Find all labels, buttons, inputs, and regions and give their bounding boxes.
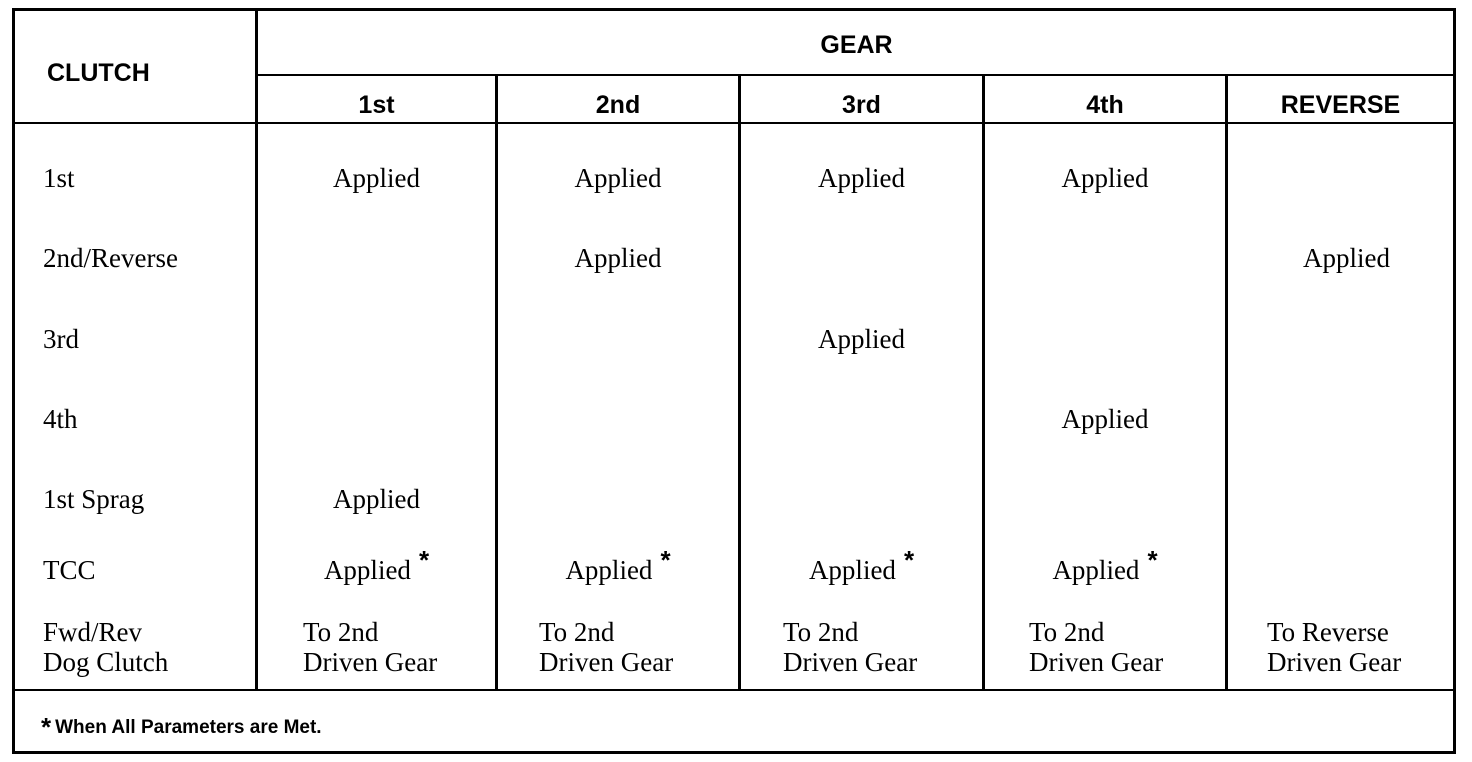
cell-1st-gear2: Applied bbox=[574, 163, 662, 193]
footnote-text: When All Parameters are Met. bbox=[55, 717, 322, 738]
row-label-tcc: TCC bbox=[43, 555, 96, 585]
row-label-1st-sprag: 1st Sprag bbox=[43, 484, 145, 514]
gear-column-3rd: 3rd bbox=[842, 91, 881, 119]
gear-column-4th: 4th bbox=[1086, 91, 1124, 119]
gear-column-2nd: 2nd bbox=[595, 91, 641, 119]
gear-header: GEAR bbox=[820, 31, 893, 59]
cell-2nd-reverse-gear2: Applied bbox=[574, 243, 662, 273]
cell-1st-gear4: Applied bbox=[1061, 163, 1149, 193]
dog-clutch-reverse-line2: Driven Gear bbox=[1267, 647, 1402, 677]
gear-col-divider-4 bbox=[1225, 74, 1228, 690]
header-bottom-divider bbox=[15, 122, 1453, 124]
clutch-header: CLUTCH bbox=[47, 59, 150, 87]
cell-tcc-gear2 bbox=[498, 545, 738, 586]
dog-clutch-gear2 bbox=[539, 617, 673, 677]
dog-clutch-gear3-line2: Driven Gear bbox=[783, 647, 918, 677]
dog-clutch-gear3 bbox=[783, 617, 917, 677]
row-label-dog-clutch bbox=[43, 617, 168, 677]
cell-1st-gear3: Applied bbox=[818, 163, 905, 193]
dog-clutch-gear1-line1: To 2nd bbox=[303, 617, 379, 647]
cell-3rd-gear3: Applied bbox=[818, 324, 905, 354]
dog-clutch-gear4-line2: Driven Gear bbox=[1029, 647, 1164, 677]
cell-tcc-gear1 bbox=[258, 545, 495, 586]
dog-clutch-gear1 bbox=[303, 617, 437, 677]
cell-tcc-gear4 bbox=[985, 545, 1225, 586]
row-label-3rd: 3rd bbox=[43, 324, 79, 354]
cell-tcc-gear3-text: Applied bbox=[808, 555, 896, 585]
dog-clutch-label-line1: Fwd/Rev bbox=[43, 617, 143, 647]
cell-tcc-gear4-text: Applied bbox=[1052, 555, 1140, 585]
cell-4th-gear4: Applied bbox=[1061, 404, 1149, 434]
footnote bbox=[41, 709, 322, 740]
tcc-asterisk-marker: * bbox=[418, 545, 430, 575]
cell-tcc-gear3 bbox=[741, 545, 982, 586]
cell-1st-sprag-gear1: Applied bbox=[333, 484, 420, 514]
dog-clutch-gear1-line2: Driven Gear bbox=[303, 647, 438, 677]
cell-2nd-reverse-reverse: Applied bbox=[1303, 243, 1390, 273]
tcc-asterisk-marker: * bbox=[660, 545, 671, 575]
cell-1st-gear1: Applied bbox=[333, 163, 420, 193]
row-label-4th: 4th bbox=[43, 404, 78, 434]
row-label-1st: 1st bbox=[43, 163, 75, 193]
dog-clutch-gear4 bbox=[1029, 617, 1163, 677]
gear-column-1st: 1st bbox=[358, 91, 395, 119]
dog-clutch-gear2-line1: To 2nd bbox=[539, 617, 615, 647]
shift-clutch-table bbox=[12, 8, 1456, 754]
tcc-asterisk-marker: * bbox=[903, 545, 915, 575]
dog-clutch-label-line2: Dog Clutch bbox=[43, 647, 169, 677]
cell-tcc-gear1-text: Applied bbox=[323, 555, 411, 585]
dog-clutch-gear2-line2: Driven Gear bbox=[539, 647, 674, 677]
dog-clutch-reverse-line1: To Reverse bbox=[1267, 617, 1389, 647]
dog-clutch-gear3-line1: To 2nd bbox=[783, 617, 859, 647]
dog-clutch-reverse bbox=[1267, 617, 1401, 677]
footnote-divider bbox=[15, 689, 1453, 691]
footnote-asterisk-marker: * bbox=[41, 712, 52, 742]
row-label-2nd-reverse: 2nd/Reverse bbox=[43, 243, 178, 273]
cell-tcc-gear2-text: Applied bbox=[565, 555, 653, 585]
tcc-asterisk-marker: * bbox=[1147, 545, 1158, 575]
gear-column-reverse: REVERSE bbox=[1280, 91, 1401, 119]
gear-header-divider bbox=[257, 74, 1456, 76]
dog-clutch-gear4-line1: To 2nd bbox=[1029, 617, 1105, 647]
